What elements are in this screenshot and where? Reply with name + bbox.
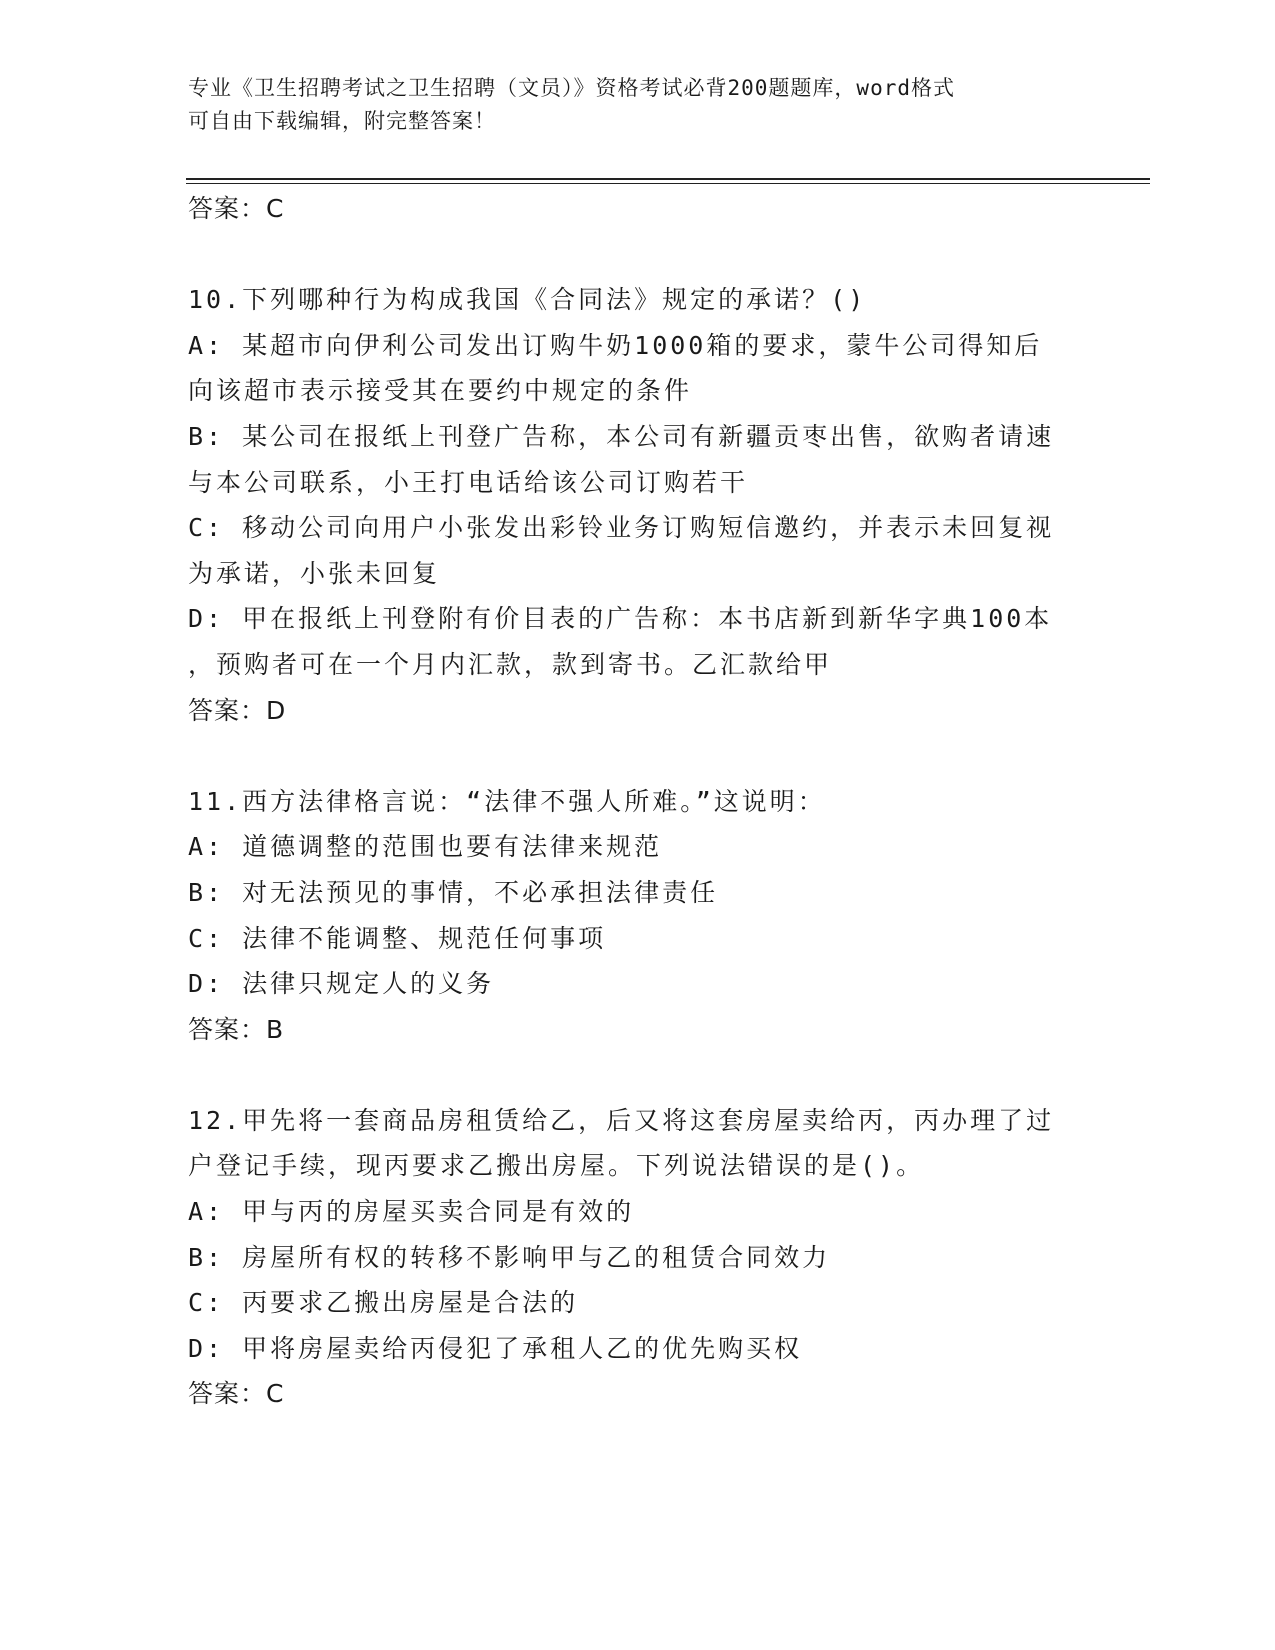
option-a: A: 某超市向伊利公司发出订购牛奶1000箱的要求，蒙牛公司得知后 [188,330,1043,360]
question-11 [188,779,1088,1053]
option-a: A: 道德调整的范围也要有法律来规范 [188,832,663,862]
option-c: C: 移动公司向用户小张发出彩铃业务订购短信邀约，并表示未回复视 [188,513,1055,543]
option-d: D: 甲在报纸上刊登附有价目表的广告称：本书店新到新华字典100本 [188,604,1053,634]
answer: 答案：D [188,695,287,725]
option-c: C: 法律不能调整、规范任何事项 [188,923,607,953]
option-c: C: 丙要求乙搬出房屋是合法的 [188,1288,579,1318]
option-b-cont: 与本公司联系，小王打电话给该公司订购若干 [188,467,749,497]
header-divider-thin [186,183,1150,184]
answer-9: 答案：C [188,194,285,223]
option-d: D: 甲将房屋卖给丙侵犯了承租人乙的优先购买权 [188,1333,803,1363]
option-d-cont: ，预购者可在一个月内汇款，款到寄书。乙汇款给甲 [188,649,833,679]
question-stem: 12.甲先将一套商品房租赁给乙，后又将这套房屋卖给丙，丙办理了过 [188,1105,1055,1135]
header-line-1: 专业《卫生招聘考试之卫生招聘（文员）》资格考试必背200题题库，word格式 [188,76,955,100]
option-a: A: 甲与丙的房屋买卖合同是有效的 [188,1197,635,1227]
question-12 [188,1098,1088,1417]
option-b: B: 房屋所有权的转移不影响甲与乙的租赁合同效力 [188,1242,831,1272]
question-stem-cont: 户登记手续，现丙要求乙搬出房屋。下列说法错误的是()。 [188,1151,925,1181]
answer: 答案：B [188,1014,285,1044]
question-list [188,186,1088,1417]
option-d: D: 法律只规定人的义务 [188,969,495,999]
question-stem: 11.西方法律格言说：“法律不强人所难。”这说明： [188,786,826,816]
header-divider-thick [186,178,1150,180]
question-stem: 10.下列哪种行为构成我国《合同法》规定的承诺？() [188,285,867,315]
header-line-2: 可自由下载编辑，附完整答案！ [188,109,496,133]
option-b: B: 某公司在报纸上刊登广告称，本公司有新疆贡枣出售，欲购者请速 [188,421,1055,451]
option-c-cont: 为承诺，小张未回复 [188,558,441,588]
option-a-cont: 向该超市表示接受其在要约中规定的条件 [188,376,693,406]
answer: 答案：C [188,1379,285,1409]
option-b: B: 对无法预见的事情，不必承担法律责任 [188,877,719,907]
question-10 [188,277,1088,733]
page-header [188,72,1068,138]
